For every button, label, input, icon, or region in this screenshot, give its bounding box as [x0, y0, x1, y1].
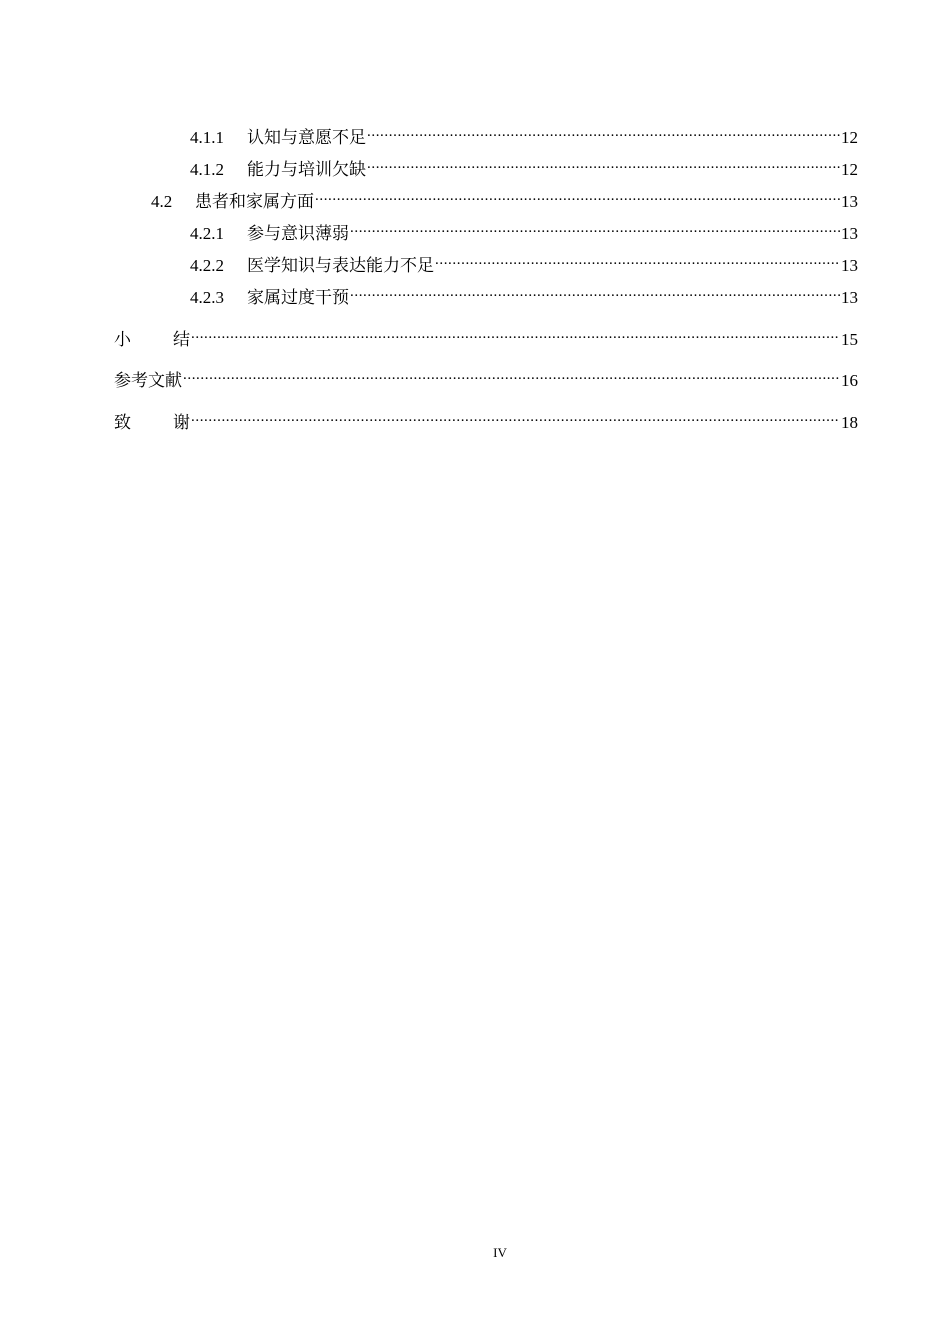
- toc-entry-4-1-1[interactable]: [190, 121, 858, 149]
- toc-entry-title: 家属过度干预: [247, 288, 349, 307]
- toc-entry-title-part: 小: [114, 330, 131, 350]
- toc-entry-acknowledgements[interactable]: [114, 406, 858, 434]
- dot-leader: [367, 121, 840, 143]
- toc-entry-title: [114, 329, 190, 351]
- page-number-footer: IV: [493, 1245, 507, 1260]
- toc-entry-page: 12: [841, 128, 858, 147]
- toc-entry-number: 4.2: [151, 192, 173, 211]
- toc-entry-4-2-2[interactable]: [190, 249, 858, 277]
- toc-entry-references[interactable]: [114, 364, 858, 392]
- toc-entry-title: 参考文献: [114, 371, 182, 391]
- toc-entry-title: [114, 412, 190, 434]
- toc-entry-4-1-2[interactable]: [190, 153, 858, 181]
- toc-entry-page: 12: [841, 160, 858, 179]
- toc-entry-page: 15: [841, 330, 858, 349]
- dot-leader: [191, 406, 840, 428]
- toc-entry-number: 4.1.2: [190, 160, 224, 179]
- dot-leader: [435, 249, 840, 271]
- toc-entry-title: 能力与培训欠缺: [247, 160, 366, 179]
- toc-entry-title: 患者和家属方面: [195, 192, 314, 211]
- dot-leader: [350, 217, 840, 239]
- toc-entry-page: 13: [841, 256, 858, 275]
- toc-entry-number: 4.2.2: [190, 256, 224, 275]
- toc-entry-number: 4.2.3: [190, 288, 224, 307]
- toc-entry-number: 4.2.1: [190, 224, 224, 243]
- toc-entry-page: 13: [841, 224, 858, 243]
- dot-leader: [350, 281, 840, 303]
- toc-entry-page: 18: [841, 413, 858, 432]
- toc-entry-title-part: 致: [114, 413, 131, 433]
- dot-leader: [183, 364, 840, 386]
- toc-entry-title: 认知与意愿不足: [247, 128, 366, 147]
- toc-entry-4-2[interactable]: [151, 185, 858, 213]
- dot-leader: [367, 153, 840, 175]
- toc-entry-page: 16: [841, 371, 858, 390]
- toc-entry-title-part: 结: [173, 330, 190, 350]
- toc-entry-summary[interactable]: [114, 323, 858, 351]
- toc-entry-4-2-3[interactable]: [190, 281, 858, 309]
- toc-entry-page: 13: [841, 192, 858, 211]
- dot-leader: [191, 323, 840, 345]
- toc-entry-title: 参与意识薄弱: [247, 224, 349, 243]
- toc-entry-4-2-1[interactable]: [190, 217, 858, 245]
- toc-entry-title-part: 谢: [173, 413, 190, 433]
- toc-entry-page: 13: [841, 288, 858, 307]
- dot-leader: [315, 185, 840, 207]
- toc-entry-number: 4.1.1: [190, 128, 224, 147]
- toc-entry-title: 医学知识与表达能力不足: [247, 256, 434, 275]
